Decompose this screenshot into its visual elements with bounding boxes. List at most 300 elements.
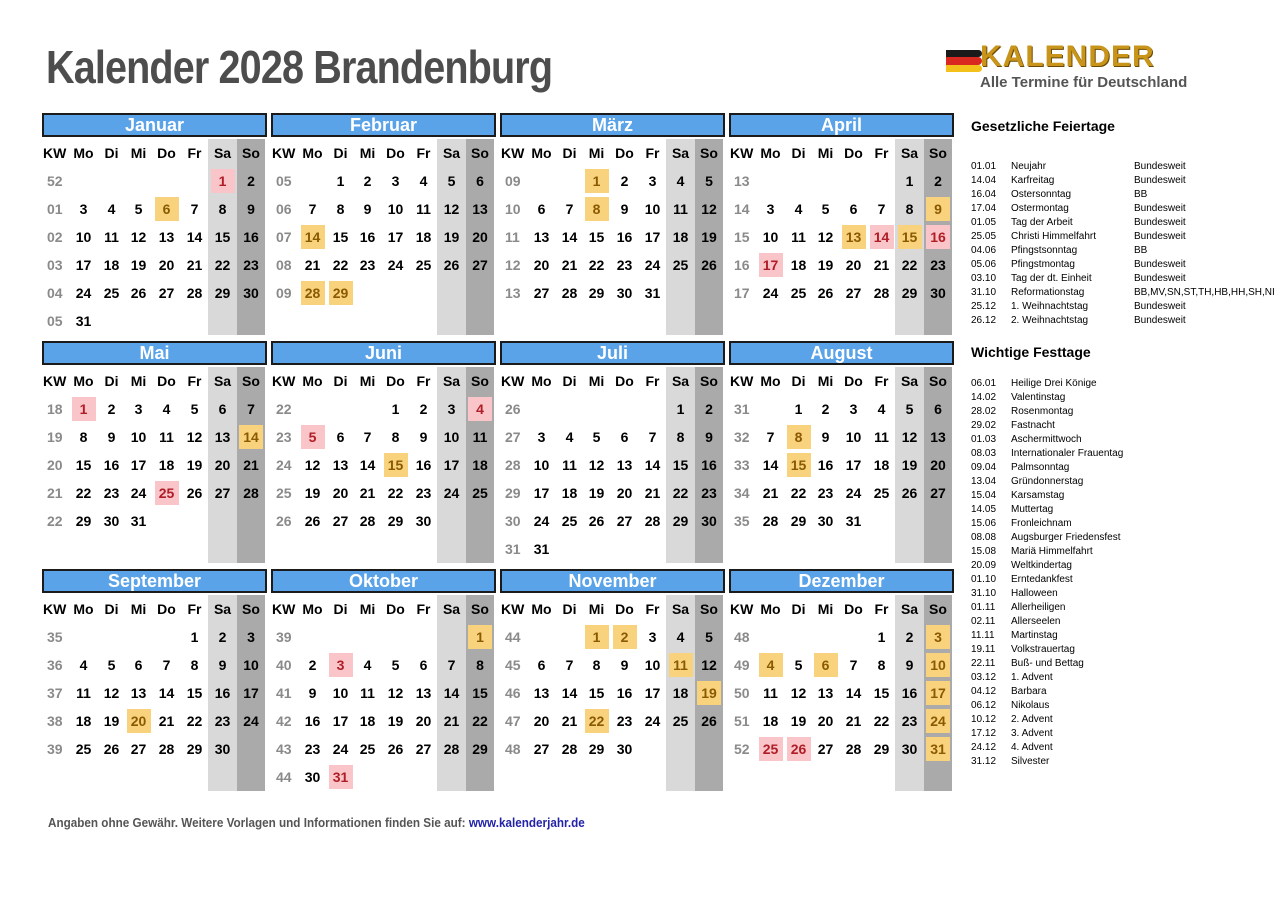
- day-cell: [895, 251, 924, 279]
- day-number: 28: [359, 513, 376, 529]
- day-number: 11: [874, 429, 889, 445]
- day-number: 28: [561, 285, 578, 301]
- day-cell: [583, 423, 610, 451]
- empty-cell: [527, 763, 556, 791]
- empty-cell: [527, 623, 556, 651]
- weekday-header: So: [695, 367, 723, 395]
- empty-cell: [812, 763, 839, 791]
- week-number: 50: [734, 685, 750, 701]
- week-number: 23: [276, 429, 292, 445]
- day-number: 16: [701, 457, 717, 473]
- day-number: 8: [676, 429, 685, 445]
- weekday-header: Fr: [874, 145, 889, 161]
- day-number: 7: [162, 657, 171, 673]
- entry-name: Volkstrauertag: [1011, 644, 1075, 655]
- day-cell: [583, 195, 610, 223]
- weekday-header: Mo: [760, 373, 781, 389]
- empty-cell: [98, 623, 125, 651]
- day-number: 10: [243, 657, 259, 673]
- week-number: 22: [47, 513, 63, 529]
- day-cell: [69, 279, 98, 307]
- week-number: 41: [276, 685, 292, 701]
- day-cell: [610, 735, 639, 763]
- day-number: 29: [672, 513, 689, 529]
- weekday-header: Sa: [666, 139, 695, 167]
- week-number: 46: [505, 685, 521, 701]
- weekday-header: Fr: [416, 373, 431, 389]
- day-cell: [208, 479, 237, 507]
- day-number: 5: [190, 401, 199, 417]
- empty-cell: [298, 395, 327, 423]
- day-cell: [756, 223, 785, 251]
- weekday-header: Do: [615, 601, 634, 617]
- empty-cell: [125, 167, 152, 195]
- day-number: 11: [416, 201, 431, 217]
- day-cell: [639, 167, 666, 195]
- day-number: 17: [130, 457, 147, 473]
- day-number: 24: [926, 709, 950, 733]
- week-number: 16: [734, 257, 750, 273]
- empty-cell: [354, 763, 381, 791]
- entry-date: 14.04: [971, 175, 997, 186]
- empty-cell: [895, 507, 924, 535]
- day-cell: [868, 707, 895, 735]
- empty-cell: [610, 763, 639, 791]
- day-cell: [666, 395, 695, 423]
- day-number: 24: [533, 513, 550, 529]
- day-number: 11: [669, 653, 693, 677]
- day-number: 16: [817, 457, 834, 473]
- day-number: 24: [845, 485, 862, 501]
- day-cell: [756, 479, 785, 507]
- day-number: 11: [562, 457, 577, 473]
- empty-cell: [125, 763, 152, 791]
- day-cell: [527, 451, 556, 479]
- day-number: 10: [332, 685, 349, 701]
- empty-cell: [152, 307, 181, 335]
- day-number: 25: [155, 481, 179, 505]
- day-number: 10: [644, 201, 661, 217]
- day-cell: [839, 707, 868, 735]
- empty-cell: [69, 167, 98, 195]
- weekday-header: KW: [730, 601, 754, 617]
- day-cell: [69, 735, 98, 763]
- day-cell: [381, 507, 410, 535]
- weekday-header: Di: [333, 601, 348, 617]
- day-cell: [125, 251, 152, 279]
- day-number: 22: [186, 713, 203, 729]
- day-number: 29: [472, 741, 488, 757]
- day-cell: [868, 651, 895, 679]
- day-number: 14: [762, 457, 779, 473]
- day-cell: [237, 623, 265, 651]
- day-cell: [466, 251, 494, 279]
- day-number: 30: [930, 285, 946, 301]
- day-number: 9: [247, 201, 255, 217]
- day-cell: [466, 651, 494, 679]
- day-cell: [666, 651, 695, 679]
- empty-cell: [639, 307, 666, 335]
- day-number: 22: [873, 713, 890, 729]
- empty-cell: [868, 535, 895, 563]
- day-cell: [695, 479, 723, 507]
- entry-name: Reformationstag: [1011, 287, 1085, 298]
- day-number: 23: [701, 485, 717, 501]
- day-number: 4: [794, 201, 803, 217]
- day-number: 26: [387, 741, 404, 757]
- day-cell: [410, 423, 437, 451]
- day-cell: [298, 479, 327, 507]
- day-number: 13: [214, 429, 231, 445]
- day-number: 20: [616, 485, 633, 501]
- day-cell: [181, 223, 208, 251]
- entry-name: Palmsonntag: [1011, 462, 1070, 473]
- day-number: 10: [762, 229, 779, 245]
- day-number: 9: [821, 429, 830, 445]
- day-cell: [639, 223, 666, 251]
- day-number: 28: [301, 281, 325, 305]
- day-number: 3: [447, 401, 456, 417]
- day-cell: [639, 679, 666, 707]
- day-cell: [298, 763, 327, 791]
- entry-name: 2. Advent: [1011, 714, 1053, 725]
- day-cell: [756, 423, 785, 451]
- entry-name: Buß- und Bettag: [1011, 658, 1084, 669]
- day-cell: [756, 679, 785, 707]
- day-cell: [583, 707, 610, 735]
- empty-cell: [381, 623, 410, 651]
- empty-cell: [812, 623, 839, 651]
- day-number: 16: [616, 685, 633, 701]
- day-cell: [868, 623, 895, 651]
- day-number: 19: [697, 681, 721, 705]
- day-number: 16: [103, 457, 120, 473]
- empty-cell: [381, 763, 410, 791]
- week-number: 51: [734, 713, 750, 729]
- month-name: September: [42, 569, 267, 593]
- day-cell: [666, 423, 695, 451]
- weekday-header: So: [237, 139, 265, 167]
- entry-date: 01.03: [971, 434, 997, 445]
- day-number: 10: [130, 429, 147, 445]
- entry-date: 06.12: [971, 700, 997, 711]
- month-10: [272, 569, 496, 791]
- entry-name: Allerheiligen: [1011, 602, 1066, 613]
- day-cell: [237, 651, 265, 679]
- day-number: 9: [620, 201, 629, 217]
- day-cell: [152, 479, 181, 507]
- weekday-header: Sa: [208, 595, 237, 623]
- weekday-header: So: [695, 595, 723, 623]
- week-number: 09: [505, 173, 521, 189]
- day-number: 15: [672, 457, 689, 473]
- day-number: 21: [243, 457, 259, 473]
- day-number: 29: [790, 513, 807, 529]
- day-cell: [152, 451, 181, 479]
- day-number: 23: [817, 485, 834, 501]
- day-cell: [327, 251, 354, 279]
- day-cell: [298, 451, 327, 479]
- day-cell: [381, 251, 410, 279]
- day-cell: [152, 423, 181, 451]
- day-cell: [152, 679, 181, 707]
- day-number: 19: [588, 485, 605, 501]
- empty-cell: [924, 763, 952, 791]
- empty-cell: [437, 507, 466, 535]
- day-number: 5: [705, 629, 713, 645]
- weekday-header: Mi: [359, 601, 376, 617]
- weekday-header: KW: [272, 373, 296, 389]
- day-cell: [895, 651, 924, 679]
- day-cell: [812, 451, 839, 479]
- empty-cell: [610, 535, 639, 563]
- empty-cell: [381, 307, 410, 335]
- week-number: 49: [734, 657, 750, 673]
- day-number: 29: [214, 285, 231, 301]
- empty-cell: [181, 167, 208, 195]
- day-number: 8: [79, 429, 88, 445]
- day-number: 10: [443, 429, 460, 445]
- day-number: 12: [103, 685, 120, 701]
- weekday-header: Do: [386, 601, 405, 617]
- day-number: 13: [616, 457, 633, 473]
- day-cell: [437, 167, 466, 195]
- week-number: 26: [505, 401, 521, 417]
- day-number: 29: [75, 513, 92, 529]
- day-cell: [666, 623, 695, 651]
- day-cell: [583, 735, 610, 763]
- day-number: 28: [243, 485, 259, 501]
- day-number: 10: [644, 657, 661, 673]
- day-number: 2: [934, 173, 942, 189]
- empty-cell: [43, 535, 69, 563]
- day-number: 14: [443, 685, 460, 701]
- empty-cell: [466, 279, 494, 307]
- day-number: 15: [186, 685, 203, 701]
- day-cell: [812, 279, 839, 307]
- day-cell: [298, 423, 327, 451]
- weekday-header: Fr: [187, 373, 202, 389]
- day-number: 14: [561, 685, 578, 701]
- entry-name: 4. Advent: [1011, 742, 1053, 753]
- day-cell: [181, 195, 208, 223]
- weekday-header: Mo: [302, 373, 323, 389]
- entry-date: 15.04: [971, 490, 997, 501]
- day-number: 7: [648, 429, 657, 445]
- day-cell: [583, 679, 610, 707]
- weekday-header: Sa: [666, 595, 695, 623]
- day-number: 18: [672, 229, 689, 245]
- empty-cell: [437, 535, 466, 563]
- entry-name: Weltkindertag: [1011, 560, 1072, 571]
- day-number: 27: [332, 513, 349, 529]
- day-number: 27: [472, 257, 488, 273]
- day-cell: [695, 395, 723, 423]
- empty-cell: [437, 279, 466, 307]
- empty-cell: [868, 167, 895, 195]
- empty-cell: [583, 535, 610, 563]
- entry-region: Bundesweit: [1134, 259, 1186, 270]
- day-number: 23: [901, 713, 918, 729]
- empty-cell: [125, 623, 152, 651]
- week-number: 52: [734, 741, 750, 757]
- day-number: 4: [363, 657, 372, 673]
- empty-cell: [527, 307, 556, 335]
- day-number: 20: [472, 229, 488, 245]
- weekday-header: Mi: [588, 373, 605, 389]
- day-number: 31: [926, 737, 950, 761]
- entry-name: Pfingstsonntag: [1011, 245, 1078, 256]
- day-cell: [895, 195, 924, 223]
- weekday-header: KW: [501, 601, 525, 617]
- empty-cell: [501, 763, 527, 791]
- week-number: 47: [505, 713, 521, 729]
- day-number: 13: [130, 685, 147, 701]
- day-cell: [354, 707, 381, 735]
- day-cell: [381, 707, 410, 735]
- weekday-header: Sa: [437, 139, 466, 167]
- day-cell: [812, 679, 839, 707]
- week-number: 08: [276, 257, 292, 273]
- day-number: 26: [787, 737, 811, 761]
- week-number: 34: [734, 485, 750, 501]
- day-cell: [583, 223, 610, 251]
- day-number: 4: [468, 397, 492, 421]
- day-number: 2: [821, 401, 830, 417]
- day-number: 9: [107, 429, 116, 445]
- day-cell: [354, 167, 381, 195]
- day-number: 16: [359, 229, 376, 245]
- day-number: 15: [873, 685, 890, 701]
- day-number: 21: [561, 257, 578, 273]
- footer-link[interactable]: www.kalenderjahr.de: [468, 815, 585, 830]
- empty-cell: [298, 167, 327, 195]
- entry-date: 15.08: [971, 546, 997, 557]
- empty-cell: [868, 763, 895, 791]
- entry-name: Internationaler Frauentag: [1011, 448, 1124, 459]
- day-number: 7: [849, 657, 858, 673]
- weekday-header: Fr: [187, 145, 202, 161]
- day-number: 5: [821, 201, 830, 217]
- day-number: 2: [419, 401, 428, 417]
- day-cell: [666, 507, 695, 535]
- empty-cell: [327, 395, 354, 423]
- entry-date: 03.10: [971, 273, 997, 284]
- day-cell: [839, 195, 868, 223]
- day-cell: [527, 679, 556, 707]
- day-number: 14: [186, 229, 203, 245]
- week-number: 14: [734, 201, 750, 217]
- day-cell: [125, 679, 152, 707]
- weekday-header: Mi: [817, 145, 834, 161]
- week-number: 36: [47, 657, 63, 673]
- empty-cell: [895, 535, 924, 563]
- day-number: 17: [443, 457, 460, 473]
- day-cell: [695, 167, 723, 195]
- day-cell: [298, 651, 327, 679]
- day-cell: [208, 167, 237, 195]
- day-number: 1: [905, 173, 914, 189]
- day-cell: [237, 451, 265, 479]
- day-number: 27: [533, 285, 550, 301]
- day-number: 16: [901, 685, 918, 701]
- entry-date: 31.10: [971, 287, 997, 298]
- day-cell: [924, 423, 952, 451]
- day-cell: [437, 195, 466, 223]
- empty-cell: [839, 307, 868, 335]
- day-number: 31: [845, 513, 862, 529]
- weekday-header: So: [237, 595, 265, 623]
- day-number: 18: [561, 485, 578, 501]
- weekday-header: Do: [386, 373, 405, 389]
- entry-name: Erntedankfest: [1011, 574, 1073, 585]
- day-cell: [208, 651, 237, 679]
- day-number: 21: [158, 713, 175, 729]
- brand-logo[interactable]: [946, 40, 1216, 100]
- day-number: 28: [762, 513, 779, 529]
- month-name: November: [500, 569, 725, 593]
- day-number: 29: [387, 513, 404, 529]
- day-cell: [437, 651, 466, 679]
- day-number: 7: [308, 201, 317, 217]
- weekday-header: Di: [104, 601, 119, 617]
- empty-cell: [924, 535, 952, 563]
- entry-date: 01.10: [971, 574, 997, 585]
- day-number: 6: [620, 429, 629, 445]
- day-cell: [695, 451, 723, 479]
- day-number: 30: [701, 513, 717, 529]
- footer-text: Angaben ohne Gewähr. Weitere Vorlagen und Informationen finden Sie auf:: [48, 815, 469, 830]
- day-number: 10: [533, 457, 550, 473]
- day-cell: [695, 679, 723, 707]
- empty-cell: [354, 535, 381, 563]
- day-cell: [639, 507, 666, 535]
- week-number: 38: [47, 713, 63, 729]
- day-cell: [785, 195, 812, 223]
- day-number: 22: [472, 713, 488, 729]
- month-grid: [501, 595, 725, 791]
- weekday-header: So: [466, 595, 494, 623]
- day-cell: [437, 451, 466, 479]
- day-number: 27: [158, 285, 175, 301]
- day-number: 2: [218, 629, 227, 645]
- day-cell: [556, 251, 583, 279]
- day-number: 22: [214, 257, 231, 273]
- day-number: 18: [415, 229, 432, 245]
- empty-cell: [610, 307, 639, 335]
- day-number: 1: [336, 173, 345, 189]
- empty-cell: [756, 307, 785, 335]
- day-number: 11: [76, 685, 91, 701]
- day-number: 28: [443, 741, 460, 757]
- empty-cell: [181, 507, 208, 535]
- day-cell: [69, 451, 98, 479]
- entry-name: Barbara: [1011, 686, 1047, 697]
- day-cell: [327, 651, 354, 679]
- day-cell: [125, 507, 152, 535]
- entry-region: Bundesweit: [1134, 273, 1186, 284]
- empty-cell: [812, 167, 839, 195]
- month-6: [272, 341, 496, 563]
- weekday-header: KW: [272, 601, 296, 617]
- day-number: 30: [901, 741, 918, 757]
- day-cell: [527, 535, 556, 563]
- day-number: 1: [585, 625, 609, 649]
- day-cell: [868, 479, 895, 507]
- day-cell: [298, 735, 327, 763]
- day-number: 21: [762, 485, 779, 501]
- day-number: 5: [705, 173, 713, 189]
